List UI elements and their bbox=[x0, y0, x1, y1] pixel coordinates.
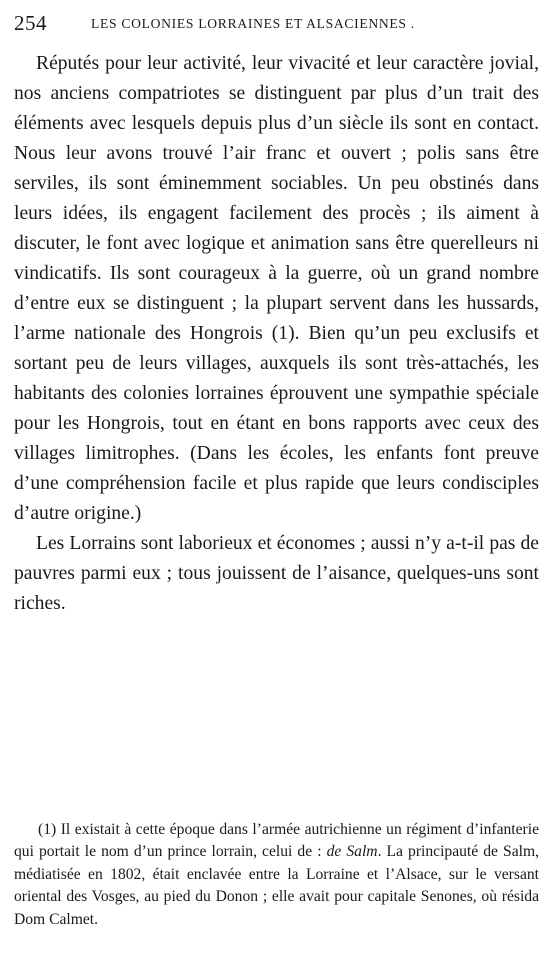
page-number: 254 bbox=[14, 11, 47, 35]
footnote-paragraph bbox=[14, 819, 539, 931]
footnote bbox=[14, 819, 539, 931]
paragraph-1 bbox=[14, 49, 539, 529]
running-title: LES COLONIES LORRAINES ET ALSACIENNES . bbox=[91, 16, 415, 31]
paragraph-2: Les Lorrains sont laborieux et économes ; aussi n’y a-t-il pas de pauvres parmi eux ; tous jouissent de l’aisance, quelques-uns sont riches. bbox=[14, 533, 539, 614]
footnote-italic: de Salm bbox=[326, 843, 378, 861]
footnote-reference: (1) bbox=[271, 323, 295, 344]
main-text bbox=[14, 49, 539, 619]
footnote-text-b: . La principauté de Salm, médiatisée en 1802, était enclavée entre la Lorraine et l’Alsace, sur le versant oriental des Vosges, au pied du Donon ; elle avait pour capitale Senones, où résida Dom Calmet. bbox=[14, 843, 539, 928]
paragraph-1-text-a: Réputés pour leur activité, leur vivacité et leur caractère jovial, nos anciens compatriotes se distinguent par plus d’un trait des éléments avec lesquels depuis plus d’un siècle ils sont en contact. Nous leur avons trouvé l’air franc et ouvert ; polis sans être serviles, ils sont éminemment sociables. Un peu obstinés dans leurs idées, ils engagent facilement des procès ; ils aiment à discuter, le font avec logique et animation sans être querelleurs ni vindicatifs. Ils sont courageux à la guerre, où un grand nombre d’entre eux se distinguent ; la plupart servent dans les hussards, l’arme nationale des Hongrois bbox=[14, 53, 539, 344]
footnote-marker: (1) bbox=[38, 821, 57, 838]
page-header bbox=[14, 10, 539, 36]
footnote-text-a: Il existait à cette époque dans l’armée autrichienne un régiment d’infanterie qui portait le nom d’un prince lorrain, celui de : bbox=[14, 821, 539, 861]
paragraph-1-text-b: . Bien qu’un peu exclusifs et sortant peu de leurs villages, auxquels ils sont très-attachés, les habitants des colonies lorraines éprouvent une sympathie spéciale pour les Hongrois, tout en étant en bons rapports avec ceux des villages limitrophes. (Dans les écoles, les enfants font preuve d’une compréhension facile et plus rapide que leurs condisciples d’autre origine.) bbox=[14, 323, 539, 524]
